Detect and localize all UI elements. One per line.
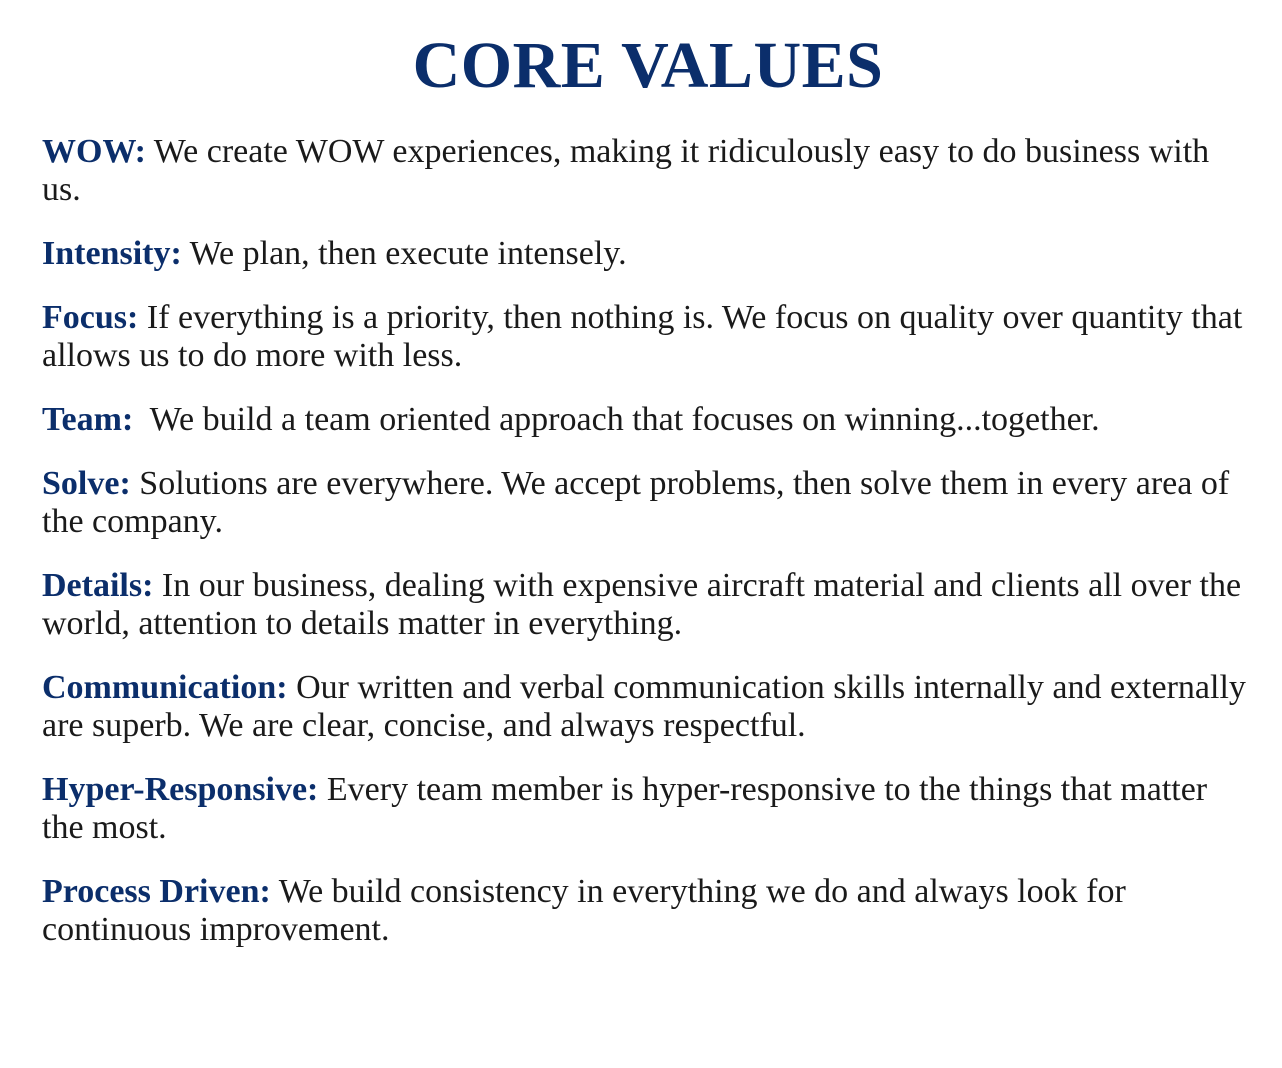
value-description: We build a team oriented approach that focuses on winning...together. bbox=[133, 401, 1100, 438]
value-item-solve bbox=[42, 465, 1254, 541]
value-item-communication bbox=[42, 669, 1254, 745]
value-item-hyper-responsive bbox=[42, 771, 1254, 847]
value-name: Details: bbox=[42, 567, 154, 604]
value-name: Intensity: bbox=[42, 235, 182, 272]
value-description: We build consistency in everything we do and always look for continuous improvement. bbox=[42, 873, 1135, 948]
value-description: If everything is a priority, then nothing is. We focus on quality over quantity that allows us to do more with less. bbox=[42, 299, 1251, 374]
value-item-details bbox=[42, 567, 1254, 643]
value-name: Team: bbox=[42, 401, 134, 438]
value-item-focus bbox=[42, 299, 1254, 375]
value-name: Process Driven: bbox=[42, 873, 271, 910]
value-description: Solutions are everywhere. We accept problems, then solve them in every area of the company. bbox=[42, 465, 1238, 540]
value-description: In our business, dealing with expensive aircraft material and clients all over the world, attention to details matter in everything. bbox=[42, 567, 1250, 642]
value-description: We plan, then execute intensely. bbox=[181, 235, 627, 272]
value-description: Every team member is hyper-responsive to the things that matter the most. bbox=[42, 771, 1216, 846]
value-name: Solve: bbox=[42, 465, 131, 502]
value-item-team bbox=[42, 401, 1254, 439]
value-description: Our written and verbal communication skills internally and externally are superb. We are clear, concise, and always respectful. bbox=[42, 669, 1255, 744]
core-values-list bbox=[42, 133, 1254, 949]
value-item-process-driven bbox=[42, 873, 1254, 949]
value-item-intensity bbox=[42, 235, 1254, 273]
value-item-wow bbox=[42, 133, 1254, 209]
value-description: We create WOW experiences, making it ridiculously easy to do business with us. bbox=[42, 133, 1218, 208]
value-name: Communication: bbox=[42, 669, 288, 706]
value-name: Focus: bbox=[42, 299, 139, 336]
page-title: CORE VALUES bbox=[412, 29, 884, 102]
value-name: Hyper-Responsive: bbox=[42, 771, 319, 808]
value-name: WOW: bbox=[42, 133, 146, 170]
